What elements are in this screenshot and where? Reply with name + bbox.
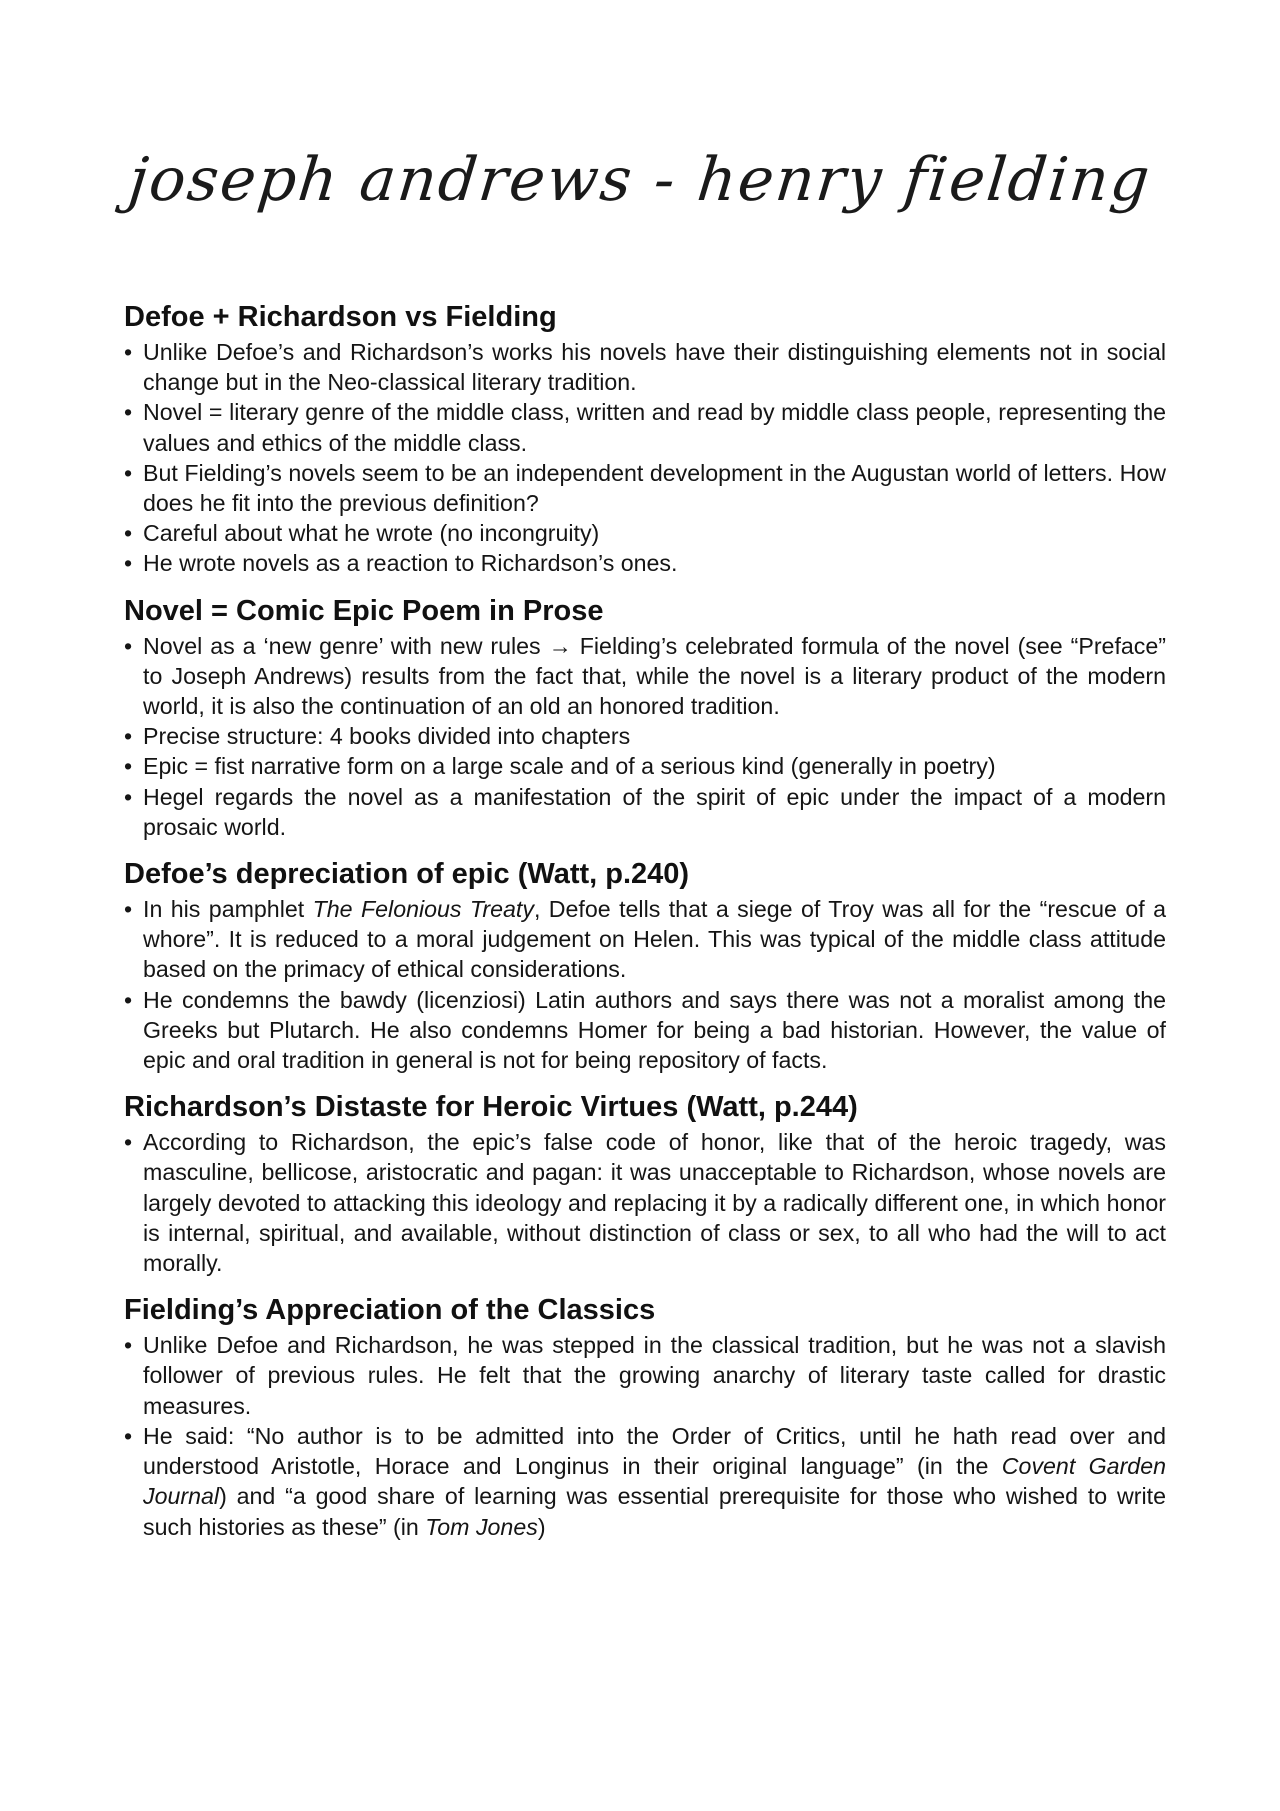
list-item: [124, 751, 1166, 781]
text-segment: He condemns the bawdy (licenziosi) Latin authors and says there was not a moralist among the Greeks but Plutarch. He also condemns Homer for being a bad historian. However, the value of epic and oral tradition in general is not for being repository of facts.: [143, 986, 1166, 1074]
bullet-icon: •: [124, 520, 133, 547]
text-segment: Hegel regards the novel as a manifestation of the spirit of epic under the impact of a modern prosaic world.: [143, 783, 1166, 840]
section: [124, 299, 1166, 579]
bullet-icon: •: [124, 783, 133, 810]
list-item: [124, 458, 1166, 518]
bullet-icon: •: [124, 1129, 133, 1156]
bullet-icon: •: [124, 339, 133, 365]
section-heading: Novel = Comic Epic Poem in Prose: [124, 594, 604, 627]
section: [124, 1292, 1166, 1541]
text-segment: In his pamphlet: [143, 896, 313, 923]
list-item-text: [143, 399, 1166, 455]
text-segment: ): [537, 1513, 546, 1540]
list-item-text: [143, 1332, 1166, 1418]
text-segment: Unlike Defoe’s and Richardson’s works his novels have their distinguishing elements not in social change but in the Neo-classical literary tradition.: [143, 339, 1166, 396]
bullet-list: [124, 1330, 1166, 1541]
list-item: [124, 1330, 1166, 1421]
text-segment: , Defoe tells that a siege of Troy was all for the “rescue of a whore”. It is reduced to a moral judgement on Helen. This was typical of the middle class attitude based on the primacy of ethical considerations.: [143, 896, 1166, 983]
list-item-text: [143, 753, 996, 779]
list-item: [124, 631, 1166, 722]
list-item-text: [143, 1423, 1166, 1540]
list-item-text: [143, 550, 677, 576]
list-item: [124, 782, 1166, 842]
bullet-icon: •: [124, 1332, 133, 1359]
list-item: [124, 721, 1166, 751]
page-title: joseph andrews - henry fielding: [125, 145, 1155, 215]
section-heading: Defoe’s depreciation of epic (Watt, p.240): [124, 858, 690, 891]
bullet-icon: •: [124, 399, 133, 426]
bullet-icon: •: [124, 459, 133, 486]
list-item: [124, 337, 1166, 397]
text-segment: But Fielding’s novels seem to be an independent development in the Augustan world of letters. How does he fit into the previous definition?: [143, 459, 1166, 517]
bullet-icon: •: [124, 896, 133, 923]
section: [124, 593, 1166, 842]
list-item: [124, 397, 1166, 457]
bullet-list: [124, 1127, 1166, 1278]
title-area: [0, 145, 1280, 260]
text-segment: Epic = fist narrative form on a large scale and of a serious kind (generally in poetry): [143, 753, 996, 780]
document-body: [124, 299, 1166, 1556]
section: [124, 856, 1166, 1075]
text-segment: Unlike Defoe and Richardson, he was stepped in the classical tradition, but he was not a slavish follower of previous rules. He felt that the growing anarchy of literary taste called for drastic measures.: [143, 1332, 1166, 1419]
list-item: [124, 1421, 1166, 1542]
bullet-icon: •: [124, 723, 133, 750]
list-item: [124, 1127, 1166, 1278]
bullet-list: [124, 337, 1166, 579]
list-item-text: [143, 460, 1166, 516]
list-item: [124, 518, 1166, 548]
bullet-icon: •: [124, 1422, 133, 1449]
text-segment: ) and “a good share of learning was essential prerequisite for those who wished to write such histories as these” (in: [143, 1483, 1166, 1540]
italic-title: The Felonious Treaty: [312, 896, 534, 923]
list-item: [124, 894, 1166, 985]
italic-title: Covent Garden Journal: [143, 1453, 1166, 1510]
text-segment: He wrote novels as a reaction to Richardson’s ones.: [143, 550, 678, 577]
section-heading: Fielding’s Appreciation of the Classics: [124, 1294, 656, 1327]
text-segment: Precise structure: 4 books divided into chapters: [143, 723, 631, 750]
section-heading: Richardson’s Distaste for Heroic Virtues (Watt, p.244): [124, 1091, 858, 1124]
text-segment: Novel as a ‘new genre’ with new rules → Fielding’s celebrated formula of the novel (see “Preface” to Joseph Andrews) results from the fact that, while the novel is a literary product of the modern world, it is also the continuation of an old an honored tradition.: [143, 632, 1166, 720]
list-item-text: [143, 784, 1166, 840]
text-segment: Novel = literary genre of the middle class, written and read by middle class people, representing the values and ethics of the middle class.: [143, 399, 1166, 456]
bullet-icon: •: [124, 986, 133, 1013]
section-heading: Defoe + Richardson vs Fielding: [124, 301, 557, 333]
list-item-text: [143, 987, 1166, 1073]
list-item-text: [143, 339, 1166, 395]
italic-title: Tom Jones: [425, 1513, 538, 1540]
section: [124, 1089, 1166, 1278]
text-segment: Careful about what he wrote (no incongruity): [143, 520, 600, 547]
list-item-text: [143, 520, 599, 546]
bullet-icon: •: [124, 753, 133, 780]
list-item: [124, 548, 1166, 578]
list-item-text: [143, 896, 1166, 982]
list-item-text: [143, 723, 630, 749]
text-segment: He said: “No author is to be admitted into the Order of Critics, until he hath read over and understood Aristotle, Horace and Longinus in their original language” (in the: [143, 1422, 1166, 1480]
list-item-text: [143, 1129, 1166, 1276]
list-item: [124, 985, 1166, 1076]
bullet-list: [124, 894, 1166, 1075]
bullet-icon: •: [124, 632, 133, 659]
list-item-text: [143, 633, 1166, 719]
bullet-list: [124, 631, 1166, 842]
text-segment: According to Richardson, the epic’s false code of honor, like that of the heroic tragedy, was masculine, bellicose, aristocratic and pagan: it was unacceptable to Richardson, whose novels are largely devoted to attacking this ideology and replacing it by a radically different one, in which honor is internal, spiritual, and available, without distinction of class or sex, to all who had the will to act morally.: [143, 1129, 1166, 1277]
bullet-icon: •: [124, 550, 133, 577]
